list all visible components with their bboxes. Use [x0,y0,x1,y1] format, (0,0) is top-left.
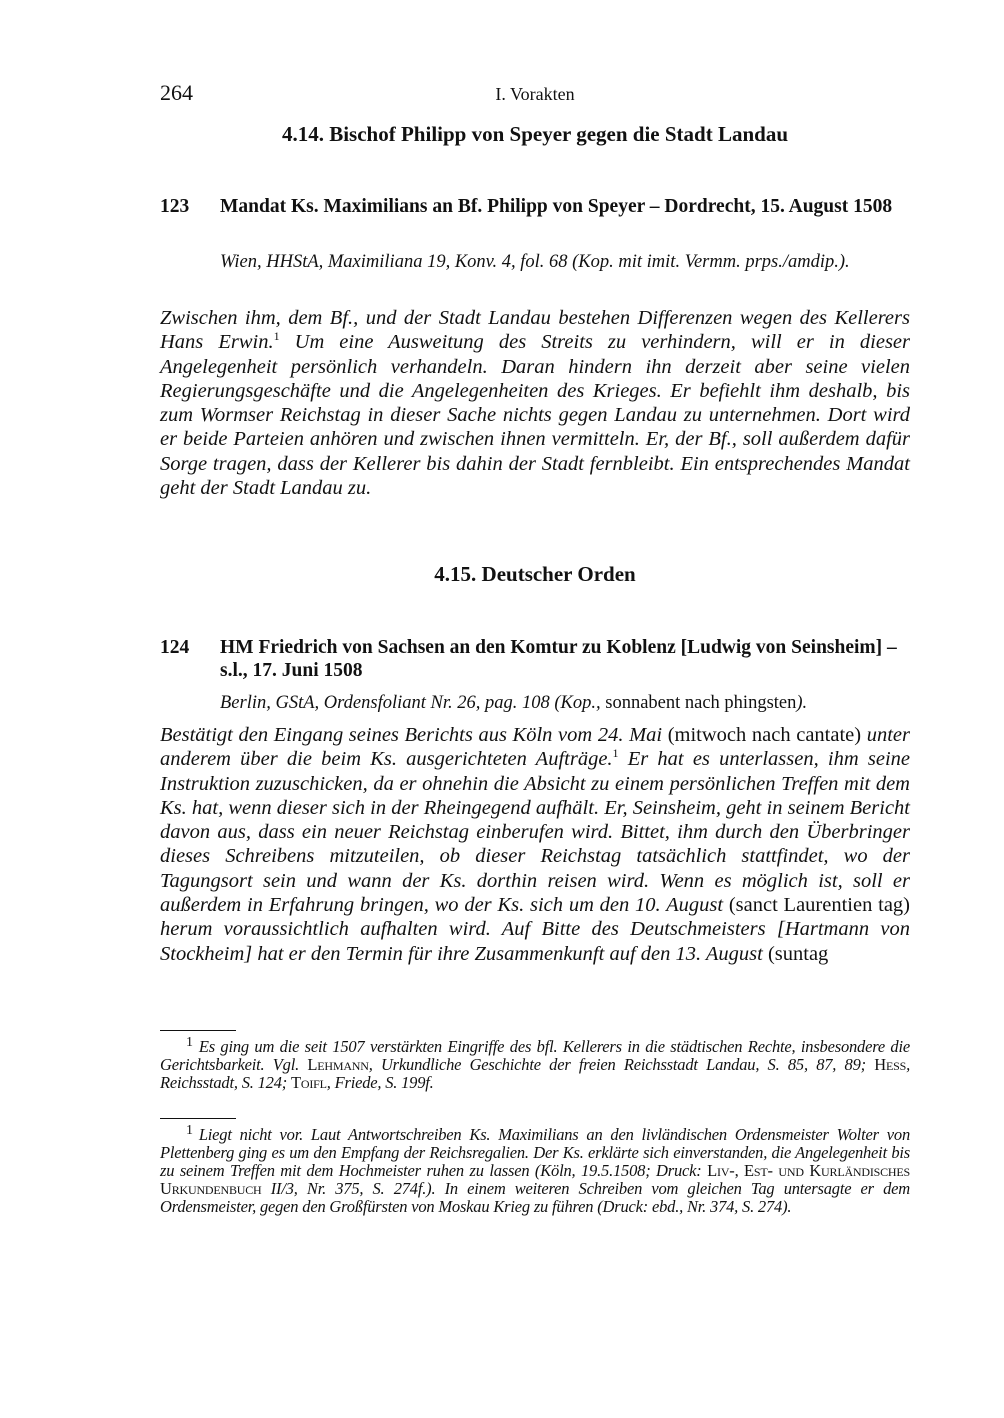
footnote-rule [160,1118,236,1119]
body-quote: (suntag [762,942,829,965]
document-title: Mandat Ks. Maximilians an Bf. Philipp von Speyer – Dordrecht, 15. August 1508 [220,196,893,217]
author-name: Toifl [291,1073,327,1092]
footnote-rule [160,1030,236,1031]
document-number: 123 [160,196,190,217]
footnote-mark: 1 [186,1122,193,1138]
footnote-123-1 [160,1034,911,1092]
body-text: unter anderem über die beim Ks. ausgerichteten Aufträge. [160,724,910,771]
footnote-text: Liegt nicht vor. Laut Antwortschreiben Ks. Maximilians an den livländischen Ordensmeister Wolter von Plettenberg ging es um den Empfang der Reichsregalien. Der Ks. erklärte sich einverstanden, die Angelegenheit bis zu seinem Treffen mit dem Hochmeister ruhen zu lassen (Köln, 19.5.1508; Druck: [160,1125,910,1180]
archival-source: Wien, HHStA, Maximiliana 19, Konv. 4, fol. 68 (Kop. mit imit. Vermm. prps./amdip.). [220,252,850,272]
document-heading-124 [160,636,910,682]
author-name: Hess [874,1055,907,1074]
document-number: 124 [160,637,190,658]
running-header [160,80,910,108]
footnote-text: II/3, Nr. 375, S. 274f.). In einem weiteren Schreiben vom gleichen Tag untersagte er dem Ordensmeister, gegen den Großfürsten von Moskau Krieg zu führen (Druck: ebd., Nr. 374, S. 274). [160,1179,910,1216]
edition-title: Liv-, Est- und Kurländisches Urkundenbuch [160,1161,910,1198]
body-text: Er hat es unterlassen, ihm seine Instruktion zuzuschicken, da er ohnehin die Absicht zu einem persönlichen Treffen mit dem Ks. hat, wenn dieser sich in der Rheingegend aufhält. Er, Seinsheim, geht in seinem Bericht davon aus, dass ein neuer Reichstag einberufen wird. Bittet, ihm durch den Überbringer dieses Schreibens mitzuteilen, ob dieser Reichstag tatsächlich stattfindet, wo der Tagungsort sein und wann der Ks. dorthin reisen wird. Wenn es möglich ist, soll er außerdem in Erfahrung bringen, wo der Ks. sich um den 10. August [160,748,910,917]
author-name: Lehmann [307,1055,369,1074]
source-citation: Berlin, GStA, Ordensfoliant Nr. 26, pag. 108 (Kop., [220,693,601,713]
footnote-text: , Friede, S. 199f. [326,1073,434,1092]
body-text: Bestätigt den Eingang seines Berichts aus Köln vom 24. Mai [160,724,663,746]
body-quote: (sanct Laurentien tag) [723,894,910,917]
body-quote: (mitwoch nach cantate) [662,724,867,746]
footnote-mark: 1 [186,1034,193,1050]
body-text: herum voraussichtlich aufhalten wird. Auf Bitte des Deutschmeisters [Hartmann von Stockheim] hat er den Termin für ihre Zusammenkunft auf den 13. August [160,918,910,965]
document-heading-123 [160,195,910,218]
running-title: I. Vorakten [495,84,575,104]
page-number: 264 [160,80,193,105]
section-title-4-14: 4.14. Bischof Philipp von Speyer gegen die Stadt Landau [281,122,789,146]
body-text: Zwischen ihm, dem Bf., und der Stadt Landau bestehen Differenzen wegen des Kellerers Hans Erwin. [160,307,910,354]
body-text: Um eine Ausweitung des Streits zu verhindern, will er in dieser Angelegenheit persönlich verhandeln. Daran hindern ihn derzeit aber seine vielen Regierungsgeschäfte und die Angelegenheiten des Krieges. Er befiehlt ihm deshalb, bis zum Wormser Reichstag in dieser Sache nichts gegen Landau zu unternehmen. Dort wird er beide Parteien anhören und zwischen ihnen vermitteln. Er, der Bf., soll außerdem dafür Sorge tragen, dass der Kellerer bis dahin der Stadt fernbleibt. Ein entsprechendes Mandat geht der Stadt Landau zu. [160,331,910,500]
footnote-ref[interactable]: 1 [273,329,280,344]
footnote-124-1 [160,1122,910,1216]
footnote-ref[interactable]: 1 [612,746,619,761]
footnote-text: Es ging um die seit 1507 verstärkten Eingriffe des bfl. Kellerers in die städtischen Rechte, insbesondere die Gerichtsbarkeit. Vgl. [160,1037,910,1074]
footnote-text: , Reichsstadt, S. 124; [160,1055,911,1092]
section-title-4-15: 4.15. Deutscher Orden [434,562,636,586]
footnote-text: , Urkundliche Geschichte der freien Reichsstadt Landau, S. 85, 87, 89; [368,1055,875,1074]
source-quote: sonnabent nach phingsten [600,693,797,713]
source-end: ). [796,693,808,713]
regest-body-123 [160,306,910,500]
archival-source [220,692,910,715]
regest-body-124 [160,723,910,966]
document-title: HM Friedrich von Sachsen an den Komtur zu Koblenz [Ludwig von Seinsheim] – s.l., 17. Juni 1508 [220,637,897,681]
